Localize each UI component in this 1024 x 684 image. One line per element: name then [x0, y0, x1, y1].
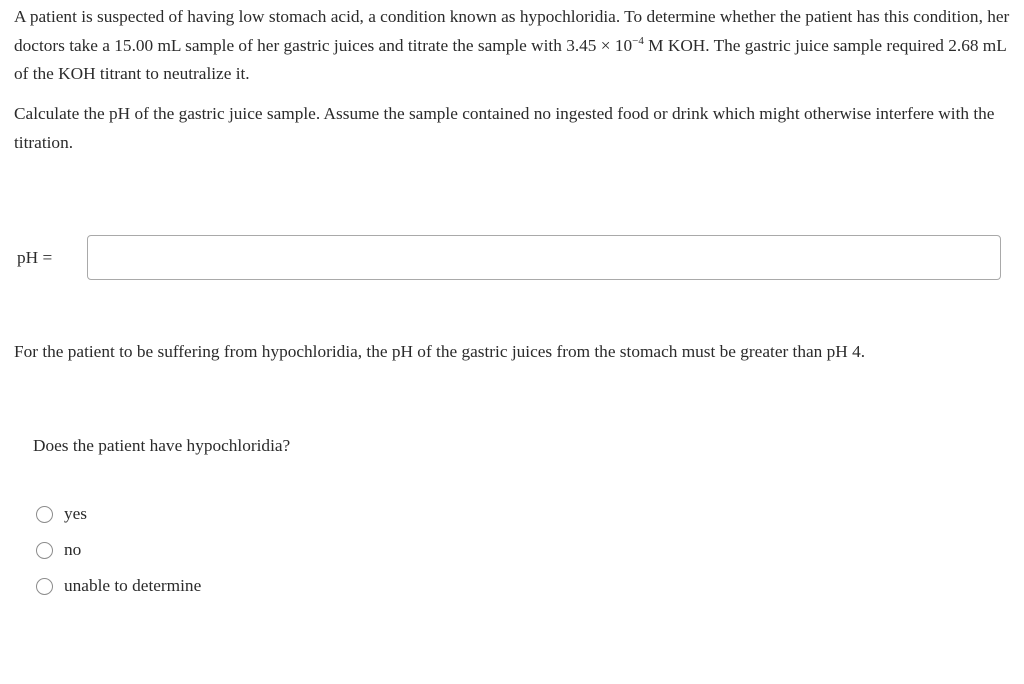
problem-text-part-1: A patient is suspected of having low stomach acid, a condition known as hypochloridia. To determine whether the patient has this condition, her doctors take a 15.00 mL sample of her gastric juices and titrate the sample with 3.45 × 10 — [14, 7, 1010, 55]
option-label: no — [64, 540, 82, 559]
problem-instruction: Calculate the pH of the gastric juice sample. Assume the sample contained no ingested food or drink which might otherwise interfere with the titration. — [14, 104, 995, 152]
radio-button[interactable] — [36, 578, 53, 595]
answer-options — [36, 496, 201, 604]
ph-answer-row — [17, 235, 1007, 281]
question-text: Does the patient have hypochloridia? — [33, 436, 291, 455]
option-yes[interactable] — [36, 496, 201, 532]
exponent: −4 — [632, 34, 644, 47]
radio-button[interactable] — [36, 506, 53, 523]
ph-answer-input[interactable] — [87, 235, 1001, 280]
problem-text-part-2: M KOH. The gastric juice sample required 2.68 mL of the KOH titrant to neutralize it. — [14, 35, 1007, 83]
radio-button[interactable] — [36, 542, 53, 559]
condition-text: For the patient to be suffering from hypochloridia, the pH of the gastric juices from the stomach must be greater than pH 4. — [14, 342, 866, 361]
ph-label: pH = — [17, 248, 53, 267]
problem-statement — [14, 3, 1014, 89]
option-label: unable to determine — [64, 576, 202, 595]
option-label: yes — [64, 504, 88, 523]
option-unable-to-determine[interactable] — [36, 568, 201, 604]
option-no[interactable] — [36, 532, 201, 568]
